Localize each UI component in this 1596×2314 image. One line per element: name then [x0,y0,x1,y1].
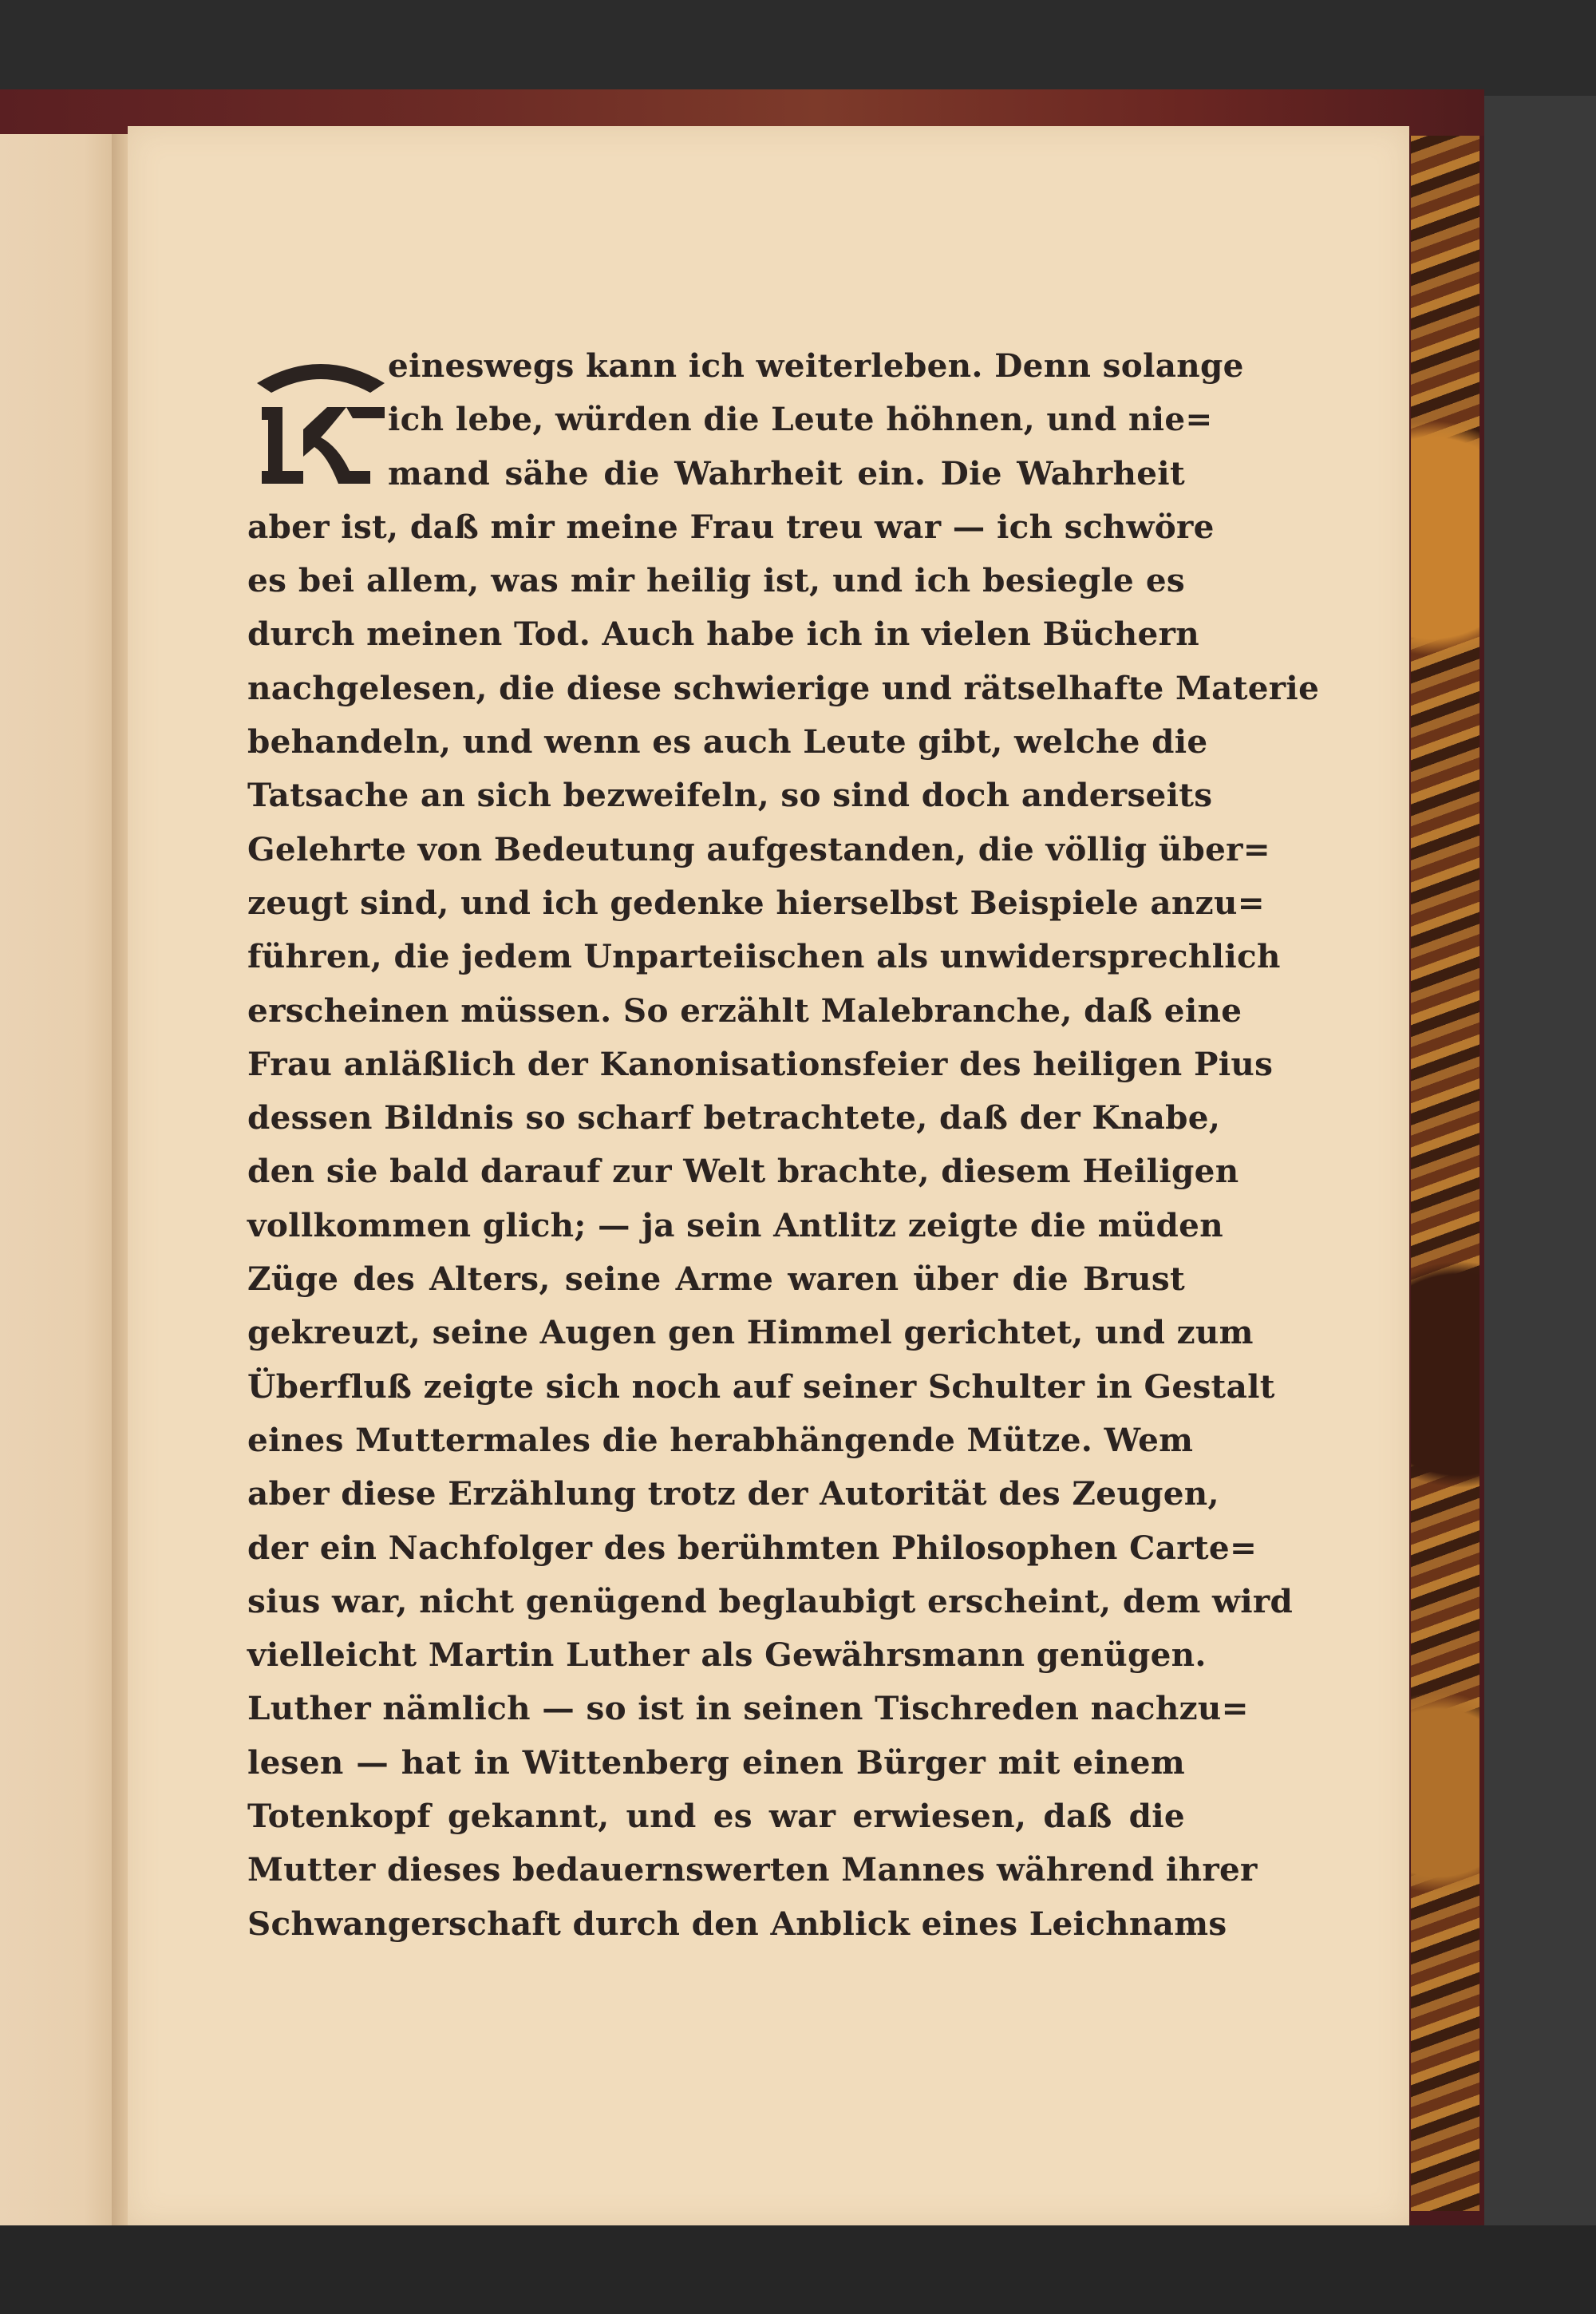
left-page [0,134,120,2225]
text-line: dessen Bildnis so scharf betrachtete, daß der Knabe, [247,1098,1221,1137]
body-text [247,339,1320,1951]
text-line: aber diese Erzählung trotz der Autorität des Zeugen, [247,1474,1219,1513]
text-line: Mutter dieses bedauernswerten Mannes während ihrer [247,1850,1258,1889]
text-line: eineswegs kann ich weiterleben. Denn solange [388,346,1244,385]
text-line: Tatsache an sich bezweifeln, so sind doch anderseits [247,776,1213,815]
text-line: Frau anläßlich der Kanonisationsfeier des heiligen Pius [247,1044,1274,1083]
text-line: Gelehrte von Bedeutung aufgestanden, die völlig über= [247,829,1271,868]
text-line: Schwangerschaft durch den Anblick eines Leichnams [247,1904,1227,1943]
text-line: Überfluß zeigte sich noch auf seiner Schulter in Gestalt [247,1367,1275,1406]
background-top [0,0,1596,96]
text-line: aber ist, daß mir meine Frau treu war — ich schwöre [247,507,1215,546]
text-line: vollkommen glich; — ja sein Antlitz zeigte die müden [247,1205,1223,1244]
marbled-cover-edge [1411,120,1479,2211]
text-line: gekreuzt, seine Augen gen Himmel gerichtet, und zum [247,1313,1254,1352]
text-line: eines Muttermales die herabhängende Mütze. Wem [247,1420,1194,1459]
svg-text:K: K [321,473,327,481]
text-line: mand sähe die Wahrheit ein. Die Wahrheit [388,453,1185,492]
text-line: den sie bald darauf zur Welt brachte, diesem Heiligen [247,1152,1239,1191]
text-line: es bei allem, was mir heilig ist, und ich besiegle es [247,561,1185,600]
text-line: führen, die jedem Unparteiischen als unwidersprechlich [247,937,1281,976]
background-bottom [0,2225,1596,2314]
text-line: Totenkopf gekannt, und es war erwiesen, daß die [247,1797,1185,1836]
text-line: lesen — hat in Wittenberg einen Bürger mit einem [247,1742,1185,1782]
text-line: ich lebe, würden die Leute höhnen, und nie= [388,400,1213,439]
text-line: durch meinen Tod. Auch habe ich in vielen Büchern [247,615,1199,654]
text-line: vielleicht Martin Luther als Gewährsmann genügen. [247,1636,1207,1675]
text-line: sius war, nicht genügend beglaubigt erscheint, dem wird [247,1581,1294,1620]
text-line: der ein Nachfolger des berühmten Philosophen Carte= [247,1528,1258,1567]
text-line: nachgelesen, die diese schwierige und rätselhafte Materie [247,668,1320,707]
text-line: zeugt sind, und ich gedenke hierselbst Beispiele anzu= [247,883,1265,922]
text-line: behandeln, und wenn es auch Leute gibt, welche die [247,722,1208,761]
text-line: erscheinen müssen. So erzählt Malebranche, daß eine [247,991,1242,1030]
text-line: Züge des Alters, seine Arme waren über die Brust [247,1260,1185,1299]
text-line: Luther nämlich — so ist in seinen Tischreden nachzu= [247,1689,1249,1728]
